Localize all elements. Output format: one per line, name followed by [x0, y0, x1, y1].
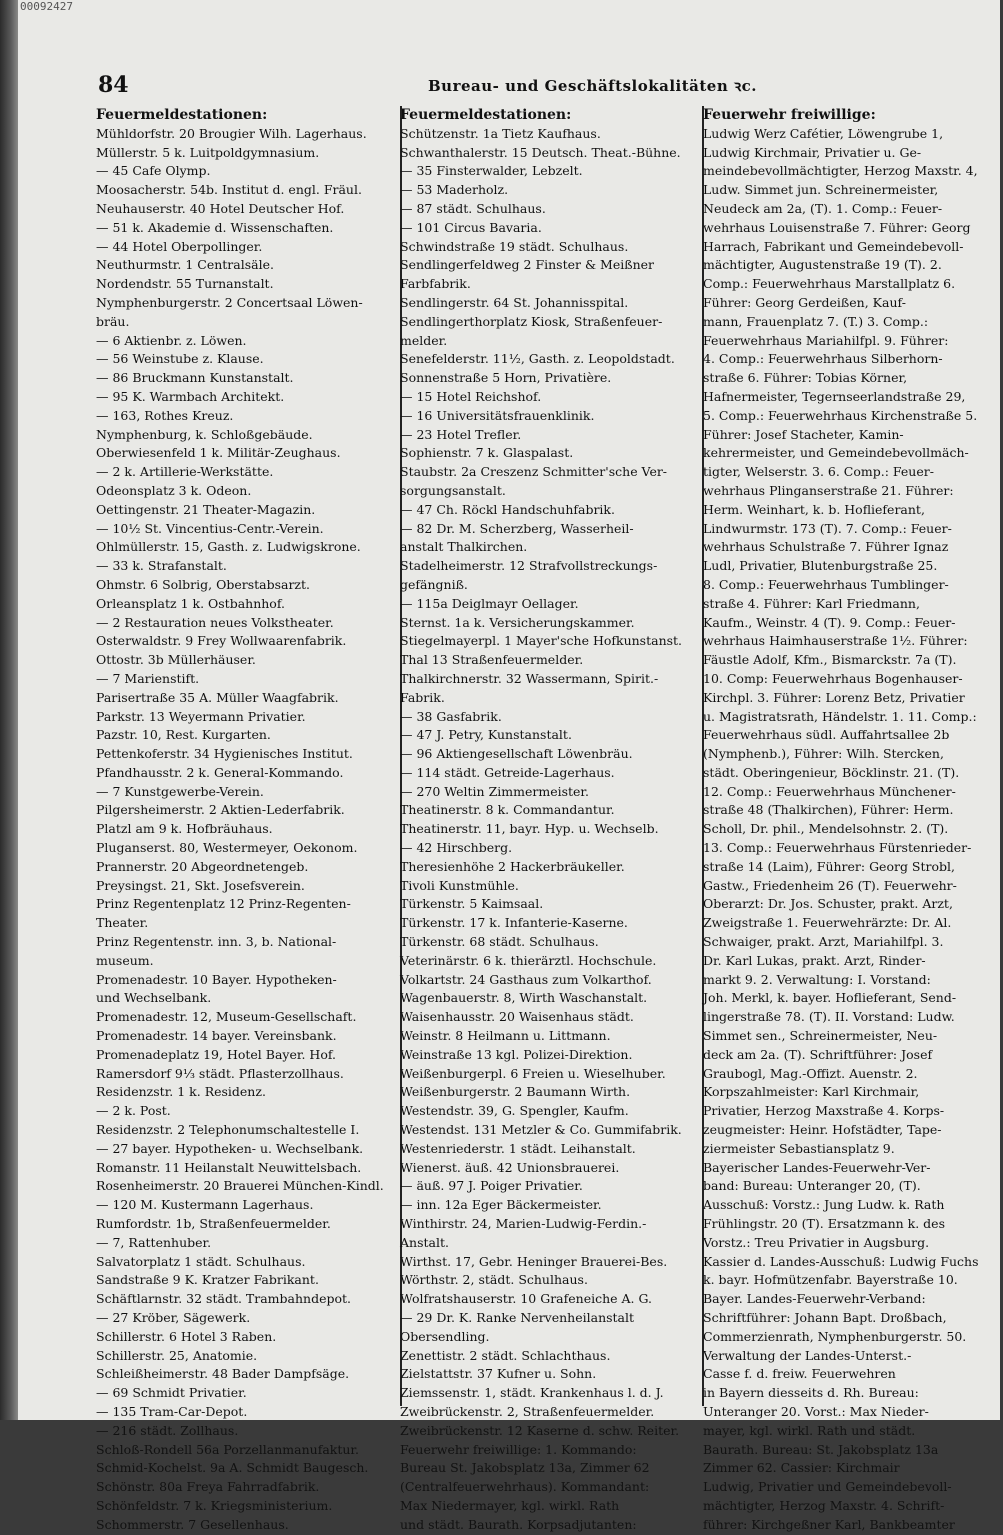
entry-line: Nymphenburg, k. Schloßgebäude.	[96, 426, 313, 442]
entry-line: Schloß-Rondell 56a Porzellanmanufaktur.	[96, 1441, 359, 1457]
entry-line: — 2 k. Artillerie-Werkstätte.	[96, 464, 274, 480]
entry-line: Gastw., Friedenheim 26 (T). Feuerwehr-	[703, 877, 957, 893]
entry-line: Weinstraße 13 kgl. Polizei-Direktion.	[400, 1046, 633, 1062]
entry-line: wehrhaus Haimhauserstraße 1½. Führer:	[703, 633, 968, 649]
entry-line: und Wechselbank.	[96, 990, 212, 1006]
entry-line: Verwaltung der Landes-Unterst.-	[703, 1347, 912, 1363]
entry-line: Schriftführer: Johann Bapt. Droßbach,	[703, 1310, 947, 1325]
entry-line: — 38 Gasfabrik.	[400, 708, 502, 724]
entry-line: Baurath. Bureau: St. Jakobsplatz 13a	[703, 1441, 939, 1457]
entry-line: Orleansplatz 1 k. Ostbahnhof.	[96, 595, 285, 611]
entry-line: 10. Comp: Feuerwehrhaus Bogenhauser-	[703, 670, 963, 686]
page-header	[98, 72, 990, 102]
entry-line: Kirchpl. 3. Führer: Lorenz Betz, Privatier	[703, 689, 965, 705]
entry-line: Westenriederstr. 1 städt. Leihanstalt.	[400, 1140, 636, 1156]
entry-line: — 96 Aktiengesellschaft Löwenbräu.	[400, 746, 633, 762]
entry-line: Commerzienrath, Nymphenburgerstr. 50.	[703, 1328, 967, 1344]
entry-line: 5. Comp.: Feuerwehrhaus Kirchenstraße 5.	[703, 407, 978, 423]
entry-line: markt 9. 2. Verwaltung: I. Vorstand:	[703, 971, 931, 987]
column-heading: Feuermeldestationen:	[96, 107, 268, 123]
entry-line: Scholl, Dr. phil., Mendelsohnstr. 2. (T).	[703, 821, 949, 837]
entry-line: Promenadeplatz 19, Hotel Bayer. Hof.	[96, 1046, 336, 1062]
entry-line: (Nymphenb.), Führer: Wilh. Stercken,	[703, 746, 944, 762]
entry-line: straße 48 (Thalkirchen), Führer: Herm.	[703, 802, 954, 818]
entry-line: Nordendstr. 55 Turnanstalt.	[96, 276, 274, 292]
entry-line: — 42 Hirschberg.	[400, 840, 513, 856]
entry-line: — 135 Tram-Car-Depot.	[96, 1403, 248, 1419]
entry-line: Theresienhöhe 2 Hackerbräukeller.	[400, 858, 625, 874]
entry-line: Osterwaldstr. 9 Frey Wollwaarenfabrik.	[96, 633, 347, 649]
entry-line: Weißenburgerstr. 2 Baumann Wirth.	[400, 1084, 631, 1100]
entry-line: Ohmstr. 6 Solbrig, Oberstabsarzt.	[96, 576, 311, 592]
entry-line: — 7 Marienstift.	[96, 670, 200, 686]
entry-line: Promenadestr. 12, Museum-Gesellschaft.	[96, 1009, 357, 1025]
entry-line: Ludwig Werz Cafétier, Löwengrube 1,	[703, 125, 944, 141]
entry-line: Bayerischer Landes-Feuerwehr-Ver-	[703, 1159, 931, 1175]
entry-line: — 163, Rothes Kreuz.	[96, 407, 234, 423]
entry-line: — 53 Maderholz.	[400, 182, 509, 198]
entry-line: Westendstr. 39, G. Spengler, Kaufm.	[400, 1103, 629, 1119]
entry-line: Simmet sen., Schreinermeister, Neu-	[703, 1028, 938, 1044]
entry-line: Führer: Georg Gerdeißen, Kauf-	[703, 294, 906, 310]
entry-line: Schwanthalerstr. 15 Deutsch. Theat.-Bühne.	[400, 144, 681, 160]
entry-line: Graubogl, Mag.-Offizt. Auenstr. 2.	[703, 1065, 918, 1081]
entry-line: — 51 k. Akademie d. Wissenschaften.	[96, 219, 334, 235]
entry-line: — äuß. 97 J. Poiger Privatier.	[400, 1178, 583, 1194]
entry-line: Anstalt.	[400, 1234, 449, 1250]
entry-line: Türkenstr. 5 Kaimsaal.	[400, 896, 544, 912]
entry-line: — 29 Dr. K. Ranke Nervenheilanstalt	[400, 1310, 635, 1325]
entry-line: Türkenstr. 17 k. Infanterie-Kaserne.	[400, 915, 628, 931]
entry-line: Tivoli Kunstmühle.	[400, 877, 519, 893]
entry-line: wehrhaus Louisenstraße 7. Führer: Georg	[703, 219, 971, 235]
entry-line: k. bayr. Hofmützenfabr. Bayerstraße 10.	[703, 1272, 958, 1288]
entry-line: Bureau St. Jakobsplatz 13a, Zimmer 62	[400, 1460, 650, 1476]
entry-line: Ausschuß: Vorstz.: Jung Ludw. k. Rath	[703, 1197, 945, 1213]
entry-line: lingerstraße 78. (T). II. Vorstand: Ludw.	[703, 1009, 955, 1025]
column-2	[400, 106, 698, 1535]
entry-line: mächtigter, Augustenstraße 19 (T). 2.	[703, 257, 942, 273]
entry-line: Prinz Regentenplatz 12 Prinz-Regenten-	[96, 896, 351, 912]
entry-line: — 56 Weinstube z. Klause.	[96, 351, 264, 367]
entry-line: Ludwig Kirchmair, Privatier u. Ge-	[703, 144, 922, 160]
entry-line: Casse f. d. freiw. Feuerwehren	[703, 1366, 896, 1382]
entry-line: Promenadestr. 10 Bayer. Hypotheken-	[96, 971, 337, 987]
entry-line: — 35 Finsterwalder, Lebzelt.	[400, 163, 583, 179]
entry-line: Neuhauserstr. 40 Hotel Deutscher Hof.	[96, 200, 345, 216]
entry-line: Waisenhausstr. 20 Waisenhaus städt.	[400, 1009, 634, 1025]
entry-line: 12. Comp.: Feuerwehrhaus Münchener-	[703, 783, 956, 799]
entry-line: Winthirstr. 24, Marien-Ludwig-Ferdin.-	[400, 1216, 647, 1232]
entry-line: gefängniß.	[400, 576, 468, 592]
entry-line: kehrermeister, und Gemeindebevollmäch-	[703, 445, 969, 461]
entry-line: Farbfabrik.	[400, 276, 471, 292]
entry-line: Promenadestr. 14 bayer. Vereinsbank.	[96, 1028, 337, 1044]
column-1	[96, 106, 396, 1535]
entry-line: — 6 Aktienbr. z. Löwen.	[96, 332, 247, 348]
entry-line: — 86 Bruckmann Kunstanstalt.	[96, 370, 294, 386]
entry-line: anstalt Thalkirchen.	[400, 539, 528, 555]
entry-line: in Bayern diesseits d. Rh. Bureau:	[703, 1385, 919, 1401]
entry-line: — 15 Hotel Reichshof.	[400, 388, 542, 404]
entry-line: Sandstraße 9 K. Kratzer Fabrikant.	[96, 1272, 319, 1288]
entry-line: Weinstr. 8 Heilmann u. Littmann.	[400, 1028, 611, 1044]
entry-line: — 270 Weltin Zimmermeister.	[400, 783, 589, 799]
entry-line: Salvatorplatz 1 städt. Schulhaus.	[96, 1253, 306, 1269]
entry-line: Ludwig, Privatier und Gemeindebevoll-	[703, 1479, 952, 1495]
entry-line: Sonnenstraße 5 Horn, Privatière.	[400, 370, 612, 386]
entry-line: — 115a Deiglmayr Oellager.	[400, 595, 579, 611]
entry-line: — 47 J. Petry, Kunstanstalt.	[400, 727, 572, 743]
entry-list	[400, 125, 698, 1535]
entry-line: Harrach, Fabrikant und Gemeindebevoll-	[703, 238, 964, 254]
entry-line: Schillerstr. 25, Anatomie.	[96, 1347, 258, 1363]
entry-line: — 10½ St. Vincentius-Centr.-Verein.	[96, 520, 324, 536]
entry-line: Wienerst. äuß. 42 Unionsbrauerei.	[400, 1159, 620, 1175]
entry-line: Schmid-Kochelst. 9a A. Schmidt Baugesch.	[96, 1460, 369, 1476]
entry-line: Schützenstr. 1a Tietz Kaufhaus.	[400, 125, 601, 141]
entry-line: Ludw. Simmet jun. Schreinermeister,	[703, 182, 939, 198]
entry-line: Moosacherstr. 54b. Institut d. engl. Fräul.	[96, 182, 362, 198]
column-3	[703, 106, 1003, 1535]
entry-line: — 33 k. Strafanstalt.	[96, 558, 227, 574]
entry-line: museum.	[96, 952, 154, 968]
entry-line: Pazstr. 10, Rest. Kurgarten.	[96, 727, 271, 743]
entry-line: städt. Oberingenieur, Böcklinstr. 21. (T).	[703, 764, 960, 780]
entry-line: Schillerstr. 6 Hotel 3 Raben.	[96, 1328, 277, 1344]
entry-line: Thalkirchnerstr. 32 Wassermann, Spirit.-	[400, 670, 659, 686]
entry-line: Dr. Karl Lukas, prakt. Arzt, Rinder-	[703, 952, 926, 968]
entry-line: Sternst. 1a k. Versicherungskammer.	[400, 614, 635, 630]
entry-line: Ottostr. 3b Müllerhäuser.	[96, 652, 256, 668]
entry-line: — 27 bayer. Hypotheken- u. Wechselbank.	[96, 1140, 364, 1156]
entry-line: Feuerwehrhaus Mariahilfpl. 9. Führer:	[703, 332, 949, 348]
entry-line: Zimmer 62. Cassier: Kirchmair	[703, 1460, 900, 1476]
entry-line: bräu.	[96, 313, 130, 329]
entry-line: Pfandhausstr. 2 k. General-Kommando.	[96, 764, 344, 780]
entry-line: Comp.: Feuerwehrhaus Marstallplatz 6.	[703, 276, 956, 292]
entry-line: Senefelderstr. 11½, Gasth. z. Leopoldstadt.	[400, 351, 675, 367]
entry-line: Rumfordstr. 1b, Straßenfeuermelder.	[96, 1216, 331, 1232]
entry-line: straße 14 (Laim), Führer: Georg Strobl,	[703, 858, 955, 874]
entry-line: mayer, kgl. wirkl. Rath und städt.	[703, 1422, 916, 1438]
entry-line: Oettingenstr. 21 Theater-Magazin.	[96, 501, 316, 517]
entry-line: Hafnermeister, Tegernseerlandstraße 29,	[703, 388, 966, 404]
entry-line: band: Bureau: Unteranger 20, (T).	[703, 1178, 921, 1194]
entry-line: Privatier, Herzog Maxstraße 4. Korps-	[703, 1103, 945, 1119]
entry-line: Türkenstr. 68 städt. Schulhaus.	[400, 934, 599, 950]
entry-line: Schleißheimerstr. 48 Bader Dampfsäge.	[96, 1366, 350, 1382]
entry-line: Schommerstr. 7 Gesellenhaus.	[96, 1516, 289, 1532]
entry-line: Weißenburgerpl. 6 Freien u. Wieselhuber.	[400, 1065, 666, 1081]
entry-line: — 120 M. Kustermann Lagerhaus.	[96, 1197, 314, 1213]
entry-line: Volkartstr. 24 Gasthaus zum Volkarthof.	[400, 971, 652, 987]
entry-line: ziermeister Sebastiansplatz 9.	[703, 1140, 895, 1156]
entry-line: Joh. Merkl, k. bayer. Hoflieferant, Send-	[703, 990, 957, 1006]
entry-line: Zweibrückenstr. 2, Straßenfeuermelder.	[400, 1403, 655, 1419]
entry-line: Sendlingerstr. 64 St. Johannisspital.	[400, 294, 629, 310]
entry-line: Neudeck am 2a, (T). 1. Comp.: Feuer-	[703, 200, 943, 216]
entry-line: Führer: Josef Stacheter, Kamin-	[703, 426, 904, 442]
entry-line: — 47 Ch. Röckl Handschuhfabrik.	[400, 501, 615, 517]
entry-line: — 2 k. Post.	[96, 1103, 171, 1119]
entry-line: Pilgersheimerstr. 2 Aktien-Lederfabrik.	[96, 802, 345, 818]
column-heading: Feuerwehr freiwillige:	[703, 107, 876, 123]
entry-line: Thal 13 Straßenfeuermelder.	[400, 652, 584, 668]
entry-line: melder.	[400, 332, 448, 348]
entry-line: Lindwurmstr. 173 (T). 7. Comp.: Feuer-	[703, 520, 952, 536]
entry-line: Frühlingstr. 20 (T). Ersatzmann k. des	[703, 1216, 945, 1232]
entry-line: Feuerwehr freiwillige: 1. Kommando:	[400, 1441, 637, 1457]
entry-line: Theater.	[96, 915, 149, 931]
entry-line: Stadelheimerstr. 12 Strafvollstreckungs-	[400, 558, 658, 574]
entry-line: — 82 Dr. M. Scherzberg, Wasserheil-	[400, 520, 634, 536]
entry-line: 13. Comp.: Feuerwehrhaus Fürstenrieder-	[703, 840, 972, 856]
entry-line: Veterinärstr. 6 k. thierärztl. Hochschule.	[400, 952, 657, 968]
entry-line: Herm. Weinhart, k. b. Hoflieferant,	[703, 501, 925, 517]
entry-line: — 23 Hotel Trefler.	[400, 426, 522, 442]
entry-line: Pluganserst. 80, Westermeyer, Oekonom.	[96, 840, 358, 856]
entry-line: Müllerstr. 5 k. Luitpoldgymnasium.	[96, 144, 320, 160]
entry-line: sorgungsanstalt.	[400, 482, 506, 498]
entry-line: Obersendling.	[400, 1328, 490, 1344]
entry-line: Schwindstraße 19 städt. Schulhaus.	[400, 238, 629, 254]
entry-line: Feuerwehrhaus südl. Auffahrtsallee 2b	[703, 727, 950, 743]
entry-line: straße 6. Führer: Tobias Körner,	[703, 370, 908, 386]
entry-line: mächtigter, Herzog Maxstr. 4. Schrift-	[703, 1497, 945, 1513]
entry-list	[703, 125, 1003, 1535]
entry-line: Zenettistr. 2 städt. Schlachthaus.	[400, 1347, 611, 1363]
entry-line: Westendst. 131 Metzler & Co. Gummifabrik.	[400, 1122, 682, 1138]
document-page	[18, 0, 1000, 1532]
entry-line: Schäftlarnstr. 32 städt. Trambahndepot.	[96, 1291, 352, 1307]
entry-line: Wirthst. 17, Gebr. Heninger Brauerei-Bes.	[400, 1253, 668, 1269]
entry-line: Parisertraße 35 A. Müller Waagfabrik.	[96, 689, 339, 705]
entry-line: Wolfratshauserstr. 10 Grafeneiche A. G.	[400, 1291, 653, 1307]
entry-list	[96, 125, 396, 1535]
entry-line: tigter, Welserstr. 3. 6. Comp.: Feuer-	[703, 464, 934, 480]
entry-line: straße 4. Führer: Karl Friedmann,	[703, 595, 920, 611]
entry-line: u. Magistratsrath, Händelstr. 1. 11. Comp.:	[703, 708, 977, 724]
entry-line: — 2 Restauration neues Volkstheater.	[96, 614, 334, 630]
entry-line: 8. Comp.: Feuerwehrhaus Tumblinger-	[703, 576, 949, 592]
entry-line: deck am 2a. (T). Schriftführer: Josef	[703, 1046, 933, 1062]
entry-line: Preysingst. 21, Skt. Josefsverein.	[96, 877, 305, 893]
entry-line: Korpszahlmeister: Karl Kirchmair,	[703, 1084, 920, 1100]
entry-line: Ramersdorf 9⅓ städt. Pflasterzollhaus.	[96, 1065, 344, 1081]
page-number: 84	[98, 72, 129, 98]
entry-line: zeugmeister: Heinr. Hofstädter, Tape-	[703, 1122, 942, 1138]
entry-line: Schönfeldstr. 7 k. Kriegsministerium.	[96, 1497, 333, 1513]
entry-line: — 16 Universitätsfrauenklinik.	[400, 407, 595, 423]
entry-line: Oberwiesenfeld 1 k. Militär-Zeughaus.	[96, 445, 341, 461]
entry-line: Theatinerstr. 8 k. Commandantur.	[400, 802, 615, 818]
entry-line: meindebevollmächtigter, Herzog Maxstr. 4,	[703, 163, 978, 179]
entry-line: Vorstz.: Treu Privatier in Augsburg.	[703, 1234, 930, 1250]
entry-line: Prinz Regentenstr. inn. 3, b. National-	[96, 934, 337, 950]
entry-line: Ohlmüllerstr. 15, Gasth. z. Ludwigskrone.	[96, 539, 361, 555]
entry-line: Theatinerstr. 11, bayr. Hyp. u. Wechselb.	[400, 821, 659, 837]
entry-line: Mühldorfstr. 20 Brougier Wilh. Lagerhaus.	[96, 125, 367, 141]
entry-line: Ziemssenstr. 1, städt. Krankenhaus l. d. J.	[400, 1385, 664, 1401]
entry-line: — 69 Schmidt Privatier.	[96, 1385, 247, 1401]
entry-line: mann, Frauenplatz 7. (T.) 3. Comp.:	[703, 313, 929, 329]
entry-line: Staubstr. 2a Creszenz Schmitter'sche Ver-	[400, 464, 668, 480]
entry-line: — 44 Hotel Oberpollinger.	[96, 238, 263, 254]
entry-line: — 7 Kunstgewerbe-Verein.	[96, 783, 264, 799]
book-spine-edge	[0, 0, 18, 1420]
entry-line: Residenzstr. 2 Telephonumschaltestelle I.	[96, 1122, 360, 1138]
entry-line: Wörthstr. 2, städt. Schulhaus.	[400, 1272, 588, 1288]
entry-line: Sendlingerfeldweg 2 Finster & Meißner	[400, 257, 655, 273]
entry-line: — 95 K. Warmbach Architekt.	[96, 388, 285, 404]
entry-line: Zielstattstr. 37 Kufner u. Sohn.	[400, 1366, 597, 1382]
entry-line: Max Niedermayer, kgl. wirkl. Rath	[400, 1497, 620, 1513]
entry-line: Ludl, Privatier, Blutenburgstraße 25.	[703, 558, 938, 574]
entry-line: führer: Kirchgeßner Karl, Bankbeamter	[703, 1516, 955, 1532]
entry-line: Unteranger 20. Vorst.: Max Nieder-	[703, 1403, 929, 1419]
entry-line: Fabrik.	[400, 689, 445, 705]
entry-line: wehrhaus Schulstraße 7. Führer Ignaz	[703, 539, 949, 555]
entry-line: Odeonsplatz 3 k. Odeon.	[96, 482, 252, 498]
entry-line: (Centralfeuerwehrhaus). Kommandant:	[400, 1479, 650, 1495]
entry-line: Zweibrückenstr. 12 Kaserne d. schw. Reiter.	[400, 1422, 680, 1438]
entry-line: — 216 städt. Zollhaus.	[96, 1422, 239, 1438]
entry-line: — inn. 12a Eger Bäckermeister.	[400, 1197, 602, 1213]
column-heading: Feuermeldestationen:	[400, 107, 572, 123]
entry-line: wehrhaus Plinganserstraße 21. Führer:	[703, 482, 954, 498]
entry-line: Zweigstraße 1. Feuerwehrärzte: Dr. Al.	[703, 915, 952, 931]
entry-line: — 27 Kröber, Sägewerk.	[96, 1310, 251, 1325]
entry-line: — 87 städt. Schulhaus.	[400, 200, 546, 216]
entry-line: 4. Comp.: Feuerwehrhaus Silberhorn-	[703, 351, 943, 367]
entry-line: Rosenheimerstr. 20 Brauerei München-Kindl.	[96, 1178, 384, 1194]
entry-line: Prannerstr. 20 Abgeordnetengeb.	[96, 858, 309, 874]
entry-line: Wagenbauerstr. 8, Wirth Waschanstalt.	[400, 990, 648, 1006]
running-title: Bureau- und Geschäftslokalitäten ꝛc.	[428, 77, 757, 95]
entry-line: Schwaiger, prakt. Arzt, Mariahilfpl. 3.	[703, 934, 944, 950]
entry-line: Sophienstr. 7 k. Glaspalast.	[400, 445, 574, 461]
entry-line: Fäustle Adolf, Kfm., Bismarckstr. 7a (T).	[703, 652, 957, 668]
entry-line: Kaufm., Weinstr. 4 (T). 9. Comp.: Feuer-	[703, 614, 956, 630]
top-reference-number: 00092427	[20, 0, 73, 13]
entry-line: Parkstr. 13 Weyermann Privatier.	[96, 708, 306, 724]
entry-line: Bayer. Landes-Feuerwehr-Verband:	[703, 1291, 926, 1307]
entry-line: Nymphenburgerstr. 2 Concertsaal Löwen-	[96, 294, 363, 310]
entry-line: Platzl am 9 k. Hofbräuhaus.	[96, 821, 273, 837]
entry-line: — 45 Cafe Olymp.	[96, 163, 211, 179]
entry-line: Romanstr. 11 Heilanstalt Neuwittelsbach.	[96, 1159, 362, 1175]
entry-line: Pettenkoferstr. 34 Hygienisches Institut.	[96, 746, 353, 762]
entry-line: Neuthurmstr. 1 Centralsäle.	[96, 257, 274, 273]
entry-line: Stiegelmayerpl. 1 Mayer'sche Hofkunstanst.	[400, 633, 683, 649]
entry-line: Residenzstr. 1 k. Residenz.	[96, 1084, 266, 1100]
entry-line: — 7, Rattenhuber.	[96, 1234, 212, 1250]
entry-line: Kassier d. Landes-Ausschuß: Ludwig Fuchs	[703, 1253, 979, 1269]
entry-line: — 114 städt. Getreide-Lagerhaus.	[400, 764, 615, 780]
entry-line: und städt. Baurath. Korpsadjutanten:	[400, 1516, 637, 1532]
entry-line: Sendlingerthorplatz Kiosk, Straßenfeuer-	[400, 313, 663, 329]
entry-line: Oberarzt: Dr. Jos. Schuster, prakt. Arzt,	[703, 896, 953, 912]
entry-line: Schönstr. 80a Freya Fahrradfabrik.	[96, 1479, 320, 1495]
entry-line: — 101 Circus Bavaria.	[400, 219, 542, 235]
